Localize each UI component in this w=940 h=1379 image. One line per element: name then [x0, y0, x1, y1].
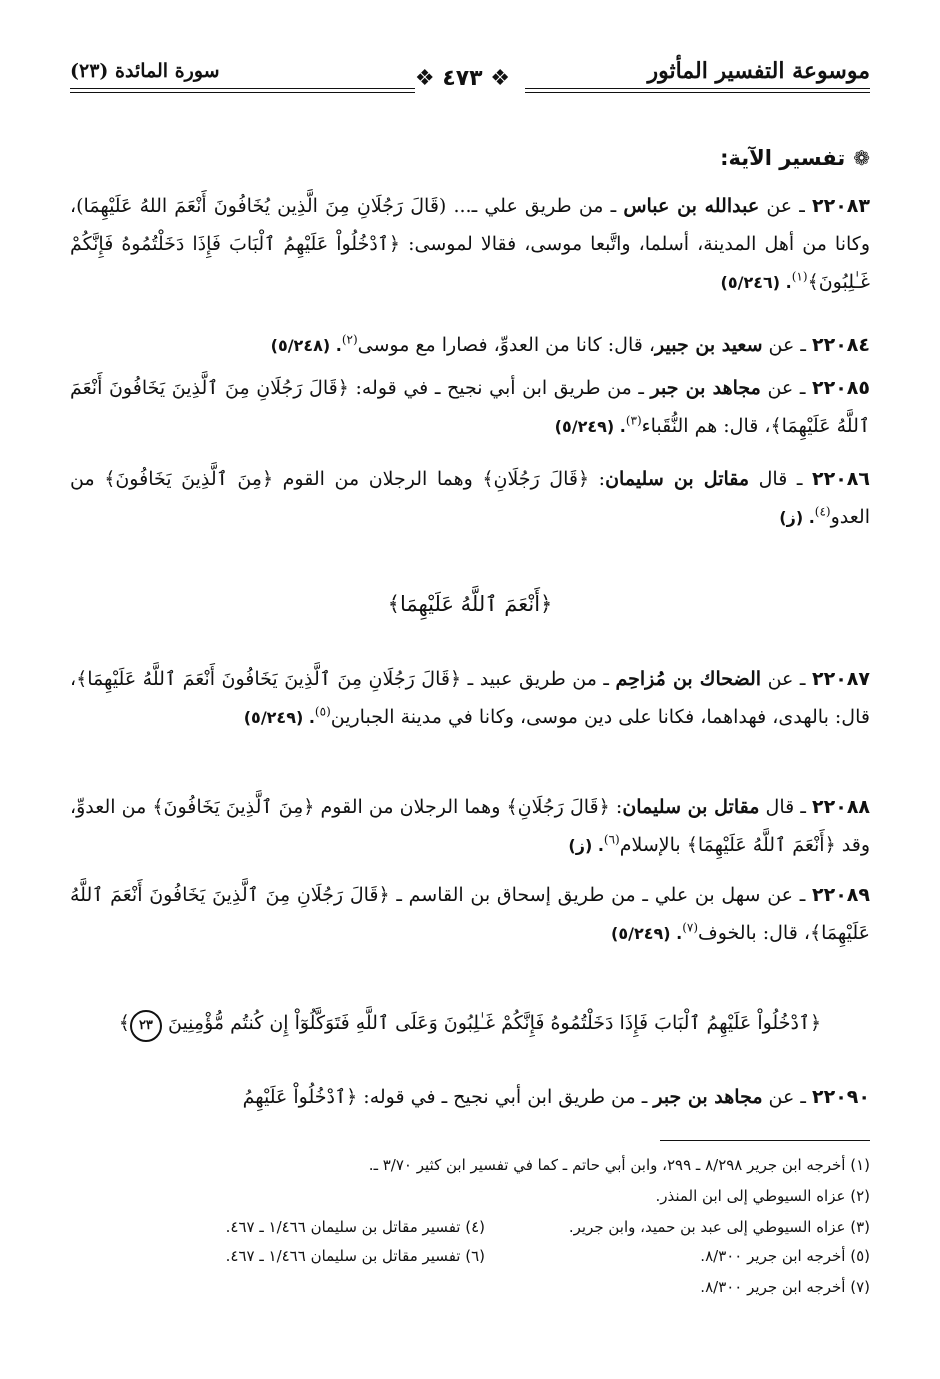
entry-prefix: ـ عن	[762, 1086, 813, 1108]
entry-22088	[70, 788, 870, 865]
footnote-3: (٣) عزاه السيوطي إلى عبد بن حميد، وابن جرير.	[568, 1218, 870, 1236]
narrator-name: مجاهد بن جبر	[653, 1086, 763, 1108]
footnote-5: (٥) أخرجه ابن جرير ٨/٣٠٠.	[700, 1247, 870, 1265]
entry-number: ٢٢٠٨٨	[812, 796, 871, 818]
section-title	[720, 146, 870, 170]
running-header	[70, 58, 870, 94]
narrator-name: مقاتل بن سليمان	[605, 468, 750, 490]
entry-text: سهل بن علي ـ من طريق إسحاق بن القاسم ـ ﴿قَالَ رَجُلَانِ مِنَ ٱلَّذِينَ يَخَافُونَ أَنْعَمَ ٱللَّهُ عَلَيْهِمَا﴾، قال: بالخوف	[70, 884, 870, 944]
volume-reference: . (ز)	[779, 508, 815, 527]
footnote-marker: (٧)	[682, 920, 699, 935]
ayah-heading-verse: ﴿ٱدْخُلُواْ عَلَيْهِمُ ٱلْبَابَ فَإِذَا دَخَلْتُمُوهُ فَإِنَّكُمْ غَـٰلِبُونَ وَعَلَى ٱللَّهِ فَتَوَكَّلُوٓاْ إِن كُنتُم مُّؤْمِنِينَ ٢٣﴾	[70, 1010, 870, 1042]
entry-22086	[70, 460, 870, 537]
footnote-marker: (٥)	[314, 704, 331, 719]
entry-prefix: ـ عن	[760, 377, 813, 399]
entry-number: ٢٢٠٨٧	[812, 668, 870, 690]
entry-number: ٢٢٠٨٣	[812, 195, 870, 217]
entry-prefix: ـ عن	[761, 668, 812, 690]
entry-prefix: ـ قال	[749, 468, 813, 490]
entry-prefix: ـ عن	[762, 334, 813, 356]
entry-text: ـ من طريق عبيد ـ ﴿قَالَ رَجُلَانِ مِنَ ٱلَّذِينَ يَخَافُونَ أَنْعَمَ ٱللَّهُ عَلَيْهِمَا﴾، قال: بالهدى، فهداهما، فكانا على دين موسى، وكانا في مدينة الجبارين	[70, 668, 870, 728]
entry-22085	[70, 369, 870, 446]
footnote-2: (٢) عزاه السيوطي إلى ابن المنذر.	[655, 1187, 870, 1205]
volume-reference: . (٥/٢٤٩)	[611, 924, 683, 943]
entry-number: ٢٢٠٨٦	[812, 468, 870, 490]
footnote-marker: (٦)	[603, 832, 620, 847]
entry-number: ٢٢٠٩٠	[812, 1086, 870, 1108]
volume-reference: . (٥/٢٤٩)	[243, 708, 315, 727]
footnote-marker: (١)	[791, 269, 808, 284]
footnote-1: (١) أخرجه ابن جرير ٨/٢٩٨ ـ ٢٩٩، وابن أبي حاتم ـ كما في تفسير ابن كثير ٣/٧٠ ـ.	[368, 1156, 870, 1174]
entry-text: ـ من طريق علي ـ... (قَالَ رَجُلَانِ مِنَ الَّذِين يُخَافُونَ أَنْعَمَ اللهُ عَلَيْهِمَا)، وكانا من أهل المدينة، أسلما، واتَّبعا موسى، فقالا لموسى: ﴿ٱدْخُلُواْ عَلَيْهِمُ ٱلْبَابَ فَإِذَا دَخَلْتُمُوهُ فَإِنَّكُمْ غَـٰلِبُونَ﴾	[70, 195, 870, 293]
volume-reference: . (ز)	[568, 836, 604, 855]
footnote-7: (٧) أخرجه ابن جرير ٨/٣٠٠.	[700, 1278, 870, 1296]
entry-number: ٢٢٠٨٩	[812, 884, 870, 906]
entry-prefix: ـ عن	[759, 195, 812, 217]
narrator-name: مجاهد بن جبر	[650, 377, 761, 399]
footnote-marker: (٢)	[341, 332, 358, 347]
narrator-name: الضحاك بن مُزاحِم	[615, 668, 762, 690]
entry-22083	[70, 187, 870, 302]
entry-text: : ﴿قَالَ رَجُلَانِ﴾ وهما الرجلان من القوم ﴿مِنَ ٱلَّذِينَ يَخَافُونَ﴾ من العدو	[70, 468, 870, 528]
footnote-6: (٦) تفسير مقاتل بن سليمان ١/٤٦٦ ـ ٤٦٧.	[225, 1247, 485, 1265]
ayah-number-badge: ٢٣	[130, 1010, 162, 1042]
footnote-marker: (٣)	[625, 413, 642, 428]
entry-text: ـ من طريق ابن أبي نجيح ـ في قوله: ﴿قَالَ رَجُلَانِ مِنَ ٱلَّذِينَ يَخَافُونَ أَنْعَمَ ٱللَّهُ عَلَيْهِمَا﴾، قال: هم النُّقَباء	[70, 377, 870, 437]
volume-reference: . (٥/٢٤٦)	[720, 273, 792, 292]
volume-reference: . (٥/٢٤٨)	[270, 336, 342, 355]
entry-prefix: ـ قال	[759, 796, 813, 818]
ayah-heading: ﴿أَنْعَمَ ٱللَّهُ عَلَيْهِمَا﴾	[387, 592, 553, 616]
entry-22087	[70, 660, 870, 737]
flower-icon: ❁	[853, 146, 870, 170]
entry-text: ، قال: كانا من العدوِّ، فصارا مع موسى	[357, 334, 656, 356]
footnote-marker: (٤)	[814, 504, 831, 519]
surah-label: سورة المائدة (٢٣)	[70, 60, 220, 82]
entry-number: ٢٢٠٨٤	[812, 334, 870, 356]
section-title-text: تفسير الآية:	[720, 146, 846, 170]
entry-22084	[70, 326, 870, 365]
header-rule-left	[70, 88, 415, 93]
header-rule-right	[525, 88, 870, 93]
footnote-rule	[660, 1140, 870, 1141]
entry-22089	[70, 876, 870, 953]
entry-22090	[70, 1078, 870, 1116]
narrator-name: مقاتل بن سليمان	[622, 796, 760, 818]
entry-number: ٢٢٠٨٥	[812, 377, 870, 399]
entry-text: ـ من طريق ابن أبي نجيح ـ في قوله: ﴿ٱدْخُلُواْ عَلَيْهِمُ	[242, 1086, 654, 1108]
footnote-4: (٤) تفسير مقاتل بن سليمان ١/٤٦٦ ـ ٤٦٧.	[225, 1218, 485, 1236]
entry-prefix: ـ عن	[760, 884, 813, 906]
volume-reference: . (٥/٢٤٩)	[554, 417, 626, 436]
narrator-name: سعيد بن جبير	[655, 334, 763, 356]
narrator-name: عبدالله بن عباس	[623, 195, 760, 217]
book-title: موسوعة التفسير المأثور	[647, 58, 870, 84]
page-number-value: ٤٧٣	[442, 66, 483, 91]
entry-text: : ﴿قَالَ رَجُلَانِ﴾ وهما الرجلان من القوم ﴿مِنَ ٱلَّذِينَ يَخَافُونَ﴾ من العدوِّ، وقد ﴿أَنْعَمَ ٱللَّهُ عَلَيْهِمَا﴾ بالإسلام	[70, 796, 870, 856]
ayah-text: ﴿ٱدْخُلُواْ عَلَيْهِمُ ٱلْبَابَ فَإِذَا دَخَلْتُمُوهُ فَإِنَّكُمْ غَـٰلِبُونَ وَعَلَى ٱللَّهِ فَتَوَكَّلُوٓاْ إِن كُنتُم مُّؤْمِنِينَ	[167, 1012, 822, 1034]
page-number: ❖ ٤٧٣ ❖	[414, 66, 510, 91]
